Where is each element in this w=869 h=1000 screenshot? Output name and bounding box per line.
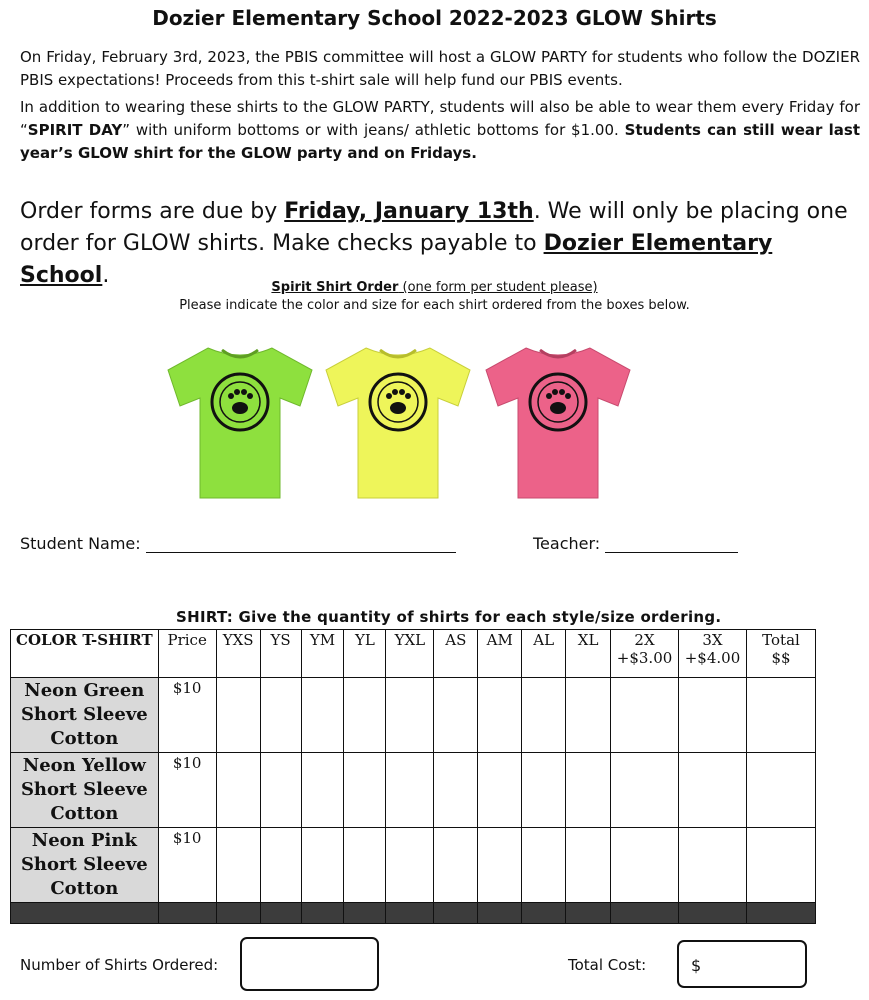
spirit-day-paragraph [20,96,860,165]
due-text-b: . We will only be placing one order for GLOW shirts. Make checks payable to [20,199,848,256]
color-style: Short Sleeve [20,704,148,725]
check-payee: Dozier Elementary School [20,231,773,288]
table-row [11,678,816,753]
spirit-day-label: SPIRIT DAY [27,121,123,139]
qty-cell-yxl[interactable] [386,678,434,753]
header-2x-surcharge: +$3.00 [616,649,673,667]
header-ys: YS [260,630,301,678]
total-cell[interactable] [746,678,815,753]
qty-cell-al[interactable] [522,753,566,828]
qty-cell-ys[interactable] [260,678,301,753]
header-3x-size: 3X [702,631,723,649]
color-material: Cotton [50,878,119,899]
order-heading [0,279,869,315]
order-table [10,629,816,924]
qty-cell-am[interactable] [478,828,522,903]
shirt-count-box[interactable] [240,937,379,991]
qty-cell-yl[interactable] [344,678,386,753]
table-row [11,828,816,903]
color-material: Cotton [50,803,119,824]
qty-cell-3x[interactable] [679,828,747,903]
footer-cell [301,903,344,924]
qty-cell-am[interactable] [478,753,522,828]
student-name-label: Student Name: [20,534,141,553]
price-cell: $10 [158,753,216,828]
qty-cell-2x[interactable] [611,753,679,828]
qty-cell-yxl[interactable] [386,753,434,828]
qty-cell-yl[interactable] [344,828,386,903]
total-cell[interactable] [746,828,815,903]
footer-cell [679,903,747,924]
due-date-paragraph [20,196,865,292]
header-as: AS [434,630,478,678]
color-style: Short Sleeve [20,779,148,800]
header-total-unit: $$ [771,649,791,667]
footer-cell [11,903,159,924]
tshirt-icon [160,340,320,500]
qty-cell-3x[interactable] [679,753,747,828]
header-yxs: YXS [216,630,260,678]
footer-cell [478,903,522,924]
header-color: COLOR T-SHIRT [11,630,159,678]
qty-cell-al[interactable] [522,828,566,903]
intro-paragraph: On Friday, February 3rd, 2023, the PBIS committee will host a GLOW PARTY for students who follow the DOZIER PBIS expectations! Proceeds from this t-shirt sale will help fund our PBIS events. [20,48,860,89]
teacher-label: Teacher: [533,534,601,553]
color-style: Short Sleeve [20,854,148,875]
qty-cell-al[interactable] [522,678,566,753]
qty-cell-ys[interactable] [260,753,301,828]
order-note: (one form per student please) [398,280,598,295]
qty-cell-xl[interactable] [566,828,611,903]
tshirt-icon [318,340,478,500]
spirit-text-a: In addition to wearing these shirts to the GLOW PARTY, students will also be able to wear them every Friday for “ [20,98,860,139]
qty-cell-xl[interactable] [566,753,611,828]
due-text-a: Order forms are due by [20,199,285,224]
header-price: Price [158,630,216,678]
header-3x [679,630,747,678]
footer-cell [216,903,260,924]
qty-cell-ym[interactable] [301,828,344,903]
color-material: Cotton [50,728,119,749]
header-2x-size: 2X [634,631,655,649]
qty-cell-ys[interactable] [260,828,301,903]
qty-cell-ym[interactable] [301,678,344,753]
order-title: Spirit Shirt Order [271,280,399,295]
qty-cell-yxs[interactable] [216,753,260,828]
due-text-c: . [102,263,110,288]
page-title: Dozier Elementary School 2022-2023 GLOW Shirts [152,6,717,30]
header-yxl: YXL [386,630,434,678]
qty-cell-as[interactable] [434,828,478,903]
table-header-row [11,630,816,678]
qty-cell-2x[interactable] [611,678,679,753]
footer-cell [344,903,386,924]
footer-cell [522,903,566,924]
qty-cell-yxs[interactable] [216,828,260,903]
footer-cell [611,903,679,924]
footer-cell [566,903,611,924]
teacher-field[interactable] [533,534,738,553]
total-cost-value: $ [691,956,702,975]
color-name: Neon Pink [31,830,137,851]
header-total-label: Total [762,631,800,649]
student-name-field[interactable] [20,534,456,553]
header-am: AM [478,630,522,678]
student-name-line[interactable] [146,536,456,553]
color-cell-pink [11,828,159,903]
color-name: Neon Yellow [22,755,146,776]
shirt-quantity-heading: SHIRT: Give the quantity of shirts for each style/size ordering. [176,608,722,626]
shirt-neon-yellow [318,340,478,504]
header-ym: YM [301,630,344,678]
qty-cell-yl[interactable] [344,753,386,828]
color-cell-green [11,678,159,753]
total-cell[interactable] [746,753,815,828]
header-yl: YL [344,630,386,678]
spirit-text-b: ” with uniform bottoms or with jeans/ athletic bottoms for $1.00. [122,121,625,139]
table-row [11,753,816,828]
teacher-line[interactable] [605,536,738,553]
qty-cell-as[interactable] [434,753,478,828]
header-xl: XL [566,630,611,678]
color-cell-yellow [11,753,159,828]
header-total [746,630,815,678]
header-2x [611,630,679,678]
price-cell: $10 [158,678,216,753]
qty-cell-2x[interactable] [611,828,679,903]
qty-cell-am[interactable] [478,678,522,753]
due-date: Friday, January 13th [284,199,534,224]
footer-cell [386,903,434,924]
qty-cell-yxs[interactable] [216,678,260,753]
tshirt-icon [478,340,638,500]
header-3x-surcharge: +$4.00 [684,649,741,667]
header-al: AL [522,630,566,678]
shirt-neon-green [160,340,320,504]
shirt-neon-pink [478,340,638,504]
last-year-note: Students can still wear last year’s GLOW shirt for the GLOW party and on Fridays. [20,121,861,162]
footer-cell [434,903,478,924]
footer-cell [260,903,301,924]
footer-cell [746,903,815,924]
qty-cell-3x[interactable] [679,678,747,753]
qty-cell-xl[interactable] [566,678,611,753]
color-name: Neon Green [24,680,145,701]
table-footer-row [11,903,816,924]
footer-cell [158,903,216,924]
qty-cell-yxl[interactable] [386,828,434,903]
shirt-count-label: Number of Shirts Ordered: [20,956,219,974]
total-cost-box[interactable] [677,940,807,988]
qty-cell-as[interactable] [434,678,478,753]
order-instruction: Please indicate the color and size for each shirt ordered from the boxes below. [179,298,690,313]
total-cost-label: Total Cost: [568,956,647,974]
qty-cell-ym[interactable] [301,753,344,828]
price-cell: $10 [158,828,216,903]
